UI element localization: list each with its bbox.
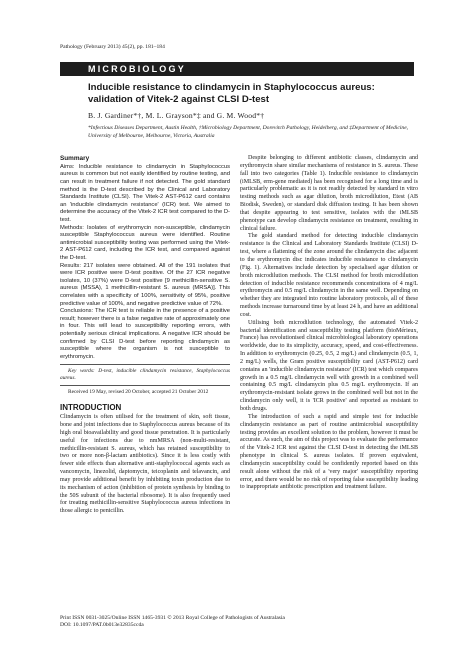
right-column	[240, 155, 418, 492]
divider	[60, 385, 230, 386]
summary-block	[60, 155, 230, 361]
summary-methods: Methods: Isolates of erythromycin non-susceptible, clindamycin susceptible Staphylococcus aureus were identified. Routine antimicrobial susceptibility testing was performed using the Vitek-2 AST-P612 card, including the ICR test, and compared against the D-test.	[60, 224, 230, 261]
article-title	[88, 82, 418, 106]
body-paragraph-4: The introduction of such a rapid and simple test for inducible clindamycin resistance as part of routine antimicrobial susceptibility testing provides an excellent solution to the problem, however it must be accurate. As such, the aim of this project was to evaluate the performance of the Vitek-2 ICR test against the CLSI D-test in detecting the iMLSB phenotype in clinical S. aureus isolates. If proven equivalent, clindamycin susceptibility could be confidently reported based on this result alone without the risk of a 'very major' susceptibility reporting error, and there would be no risk of reporting false susceptibility leading to inappropriate antibiotic prescription and treatment failure.	[240, 413, 418, 491]
body-paragraph-3: Utilising both microdilution technology, the automated Vitek-2 bacterial identification and susceptibility testing platform (bioMérieux, France) has revolutionised clinical microbiological laboratory operations worldwide, due to its simplicity, accuracy, speed, and cost-effectiveness. In addition to erythromycin (0.25, 0.5, 2 mg/L) and clindamycin (0.5, 1, 2 mg/L) wells, the Gram positive susceptibility card (AST-P612) card contains an 'inducible clindamycin resistance' (ICR) test which compares growth in a 0.5 mg/L clindamycin well with growth in a combined well containing 0.5 mg/L clindamycin plus 0.5 mg/L erythromycin. If an erythromycin-resistant isolate grows in the combined well but not in the clindamycin only well, it is 'ICR positive' and reported as resistant to both drugs.	[240, 319, 418, 412]
journal-citation: Pathology (February 2013) 45(2), pp. 181–184	[60, 44, 165, 50]
received-dates: Received 19 May, revised 20 October, accepted 21 October 2012	[68, 389, 209, 396]
intro-paragraph-1: Clindamycin is often utilised for the treatment of skin, soft tissue, bone and joint infections due to Staphylococcus aureus because of its high oral bioavailability and good tissue penetration. It is particularly useful for infections due to nmMRSA (non-multi-resistant, methicillin-resistant S. aureus, which has retained susceptibility to two or more non-β-lactam antibiotics). Since it is less costly with fewer side effects than alternative anti-staphylococcal agents such as vancomycin, linezolid, daptomycin, teicoplanin and telavancin, and may provide additional benefit by inhibiting toxin production due to its mechanism of action (inhibition of protein synthesis by binding to the 50S subunit of the bacterial ribosome). It is also frequently used for treating methicillin-sensitive Staphylococcus aureus infections in those allergic to penicillin.	[60, 414, 230, 515]
authors: B. J. Gardiner*†, M. L. Grayson*‡ and G. M. Wood*†	[88, 111, 265, 120]
affiliations: *Infectious Diseases Department, Austin Health, †Microbiology Department, Dorevitch Pathology, Heidelberg, and ‡Department of Medicine, University of Melbourne, Melbourne, Victoria, Australia	[88, 125, 409, 139]
summary-results: Results: 217 isolates were obtained. All of the 191 isolates that were ICR positive were D-test positive. Of the 27 ICR negative isolates, 10 (37%) were D-test positive [9 methicillin-sensitive S. aureus (MSSA), 1 methicillin-resistant S. aureus (MRSA)]. This correlates with a specificity of 100%, sensitivity of 95%, positive predictive value of 100%, and negative predictive value of 72%.	[60, 262, 230, 307]
body-paragraph-1: Despite belonging to different antibiotic classes, clindamycin and erythromycin share similar mechanisms of resistance in S. aureus. These fall into two categories (Table 1). Inducible resistance to clindamycin (iMLSB, erm-gene mediated) has been recognised for a long time and is particularly problematic as it is not readily detected by standard in vitro testing methods such as agar dilution, broth microdilution, Etest (AB Biodisk, Sweden), or standard disk diffusion testing. It has been shown that despite appearing to test sensitive, isolates with the iMLSB phenotype can develop clindamycin resistance on treatment, resulting in clinical failure.	[240, 155, 418, 232]
summary-aims: Aims: Inducible resistance to clindamycin in Staphylococcus aureus is common but not easily identified by routine testing, and can result in treatment failure if not detected. The gold standard method is the D-test described by the Clinical and Laboratory Standards Institute (CLSI). The Vitek-2 AST-P612 card contains an 'inducible clindamycin resistance' (ICR) test. We aimed to determine the accuracy of the Vitek-2 ICR test compared to the D-test.	[60, 163, 230, 223]
issn-line: Print ISSN 0031-3025/Online ISSN 1465-3931 © 2013 Royal College of Pathologists of Australasia	[60, 615, 285, 621]
left-column	[60, 155, 230, 516]
summary-heading: Summary	[60, 155, 90, 162]
page-footer	[60, 615, 285, 630]
divider	[60, 364, 230, 365]
summary-conclusions: Conclusions: The ICR test is reliable in the presence of a positive result; however there is a false negative rate of approximately one in four. This will lead to susceptibility reporting errors, with potentially serious clinical implications. A negative ICR should be confirmed by CLSI D-test before reporting clindamycin as susceptible where the organism is not susceptible to erythromycin.	[60, 308, 230, 360]
body-paragraph-2: The gold standard method for detecting inducible clindamycin resistance is the Clinical and Laboratory Standards Institute (CLSI) D-test, where a flattening of the zone around the clindamycin disc adjacent to the erythromycin disc indicates inducible resistance to clindamycin (Fig. 1). Alternatives include detection by specialised agar dilution or broth microdilution methods. The CLSI method for broth microdilution detection of inducible resistance recommends concentrations of 4 mg/L erythromycin and 0.5 mg/L clindamycin in the same well. Depending on whether they are integrated into routine laboratory protocols, all of these methods increase turnaround time by at least 24 h, and have an additional cost.	[240, 233, 418, 318]
section-banner: MICROBIOLOGY	[60, 62, 414, 76]
title-line-1: Inducible resistance to clindamycin in Staphylococcus aureus:	[88, 82, 375, 93]
doi-line: DOI: 10.1097/PAT.0b013e32835ccda	[60, 622, 144, 629]
title-line-2: validation of Vitek-2 against CLSI D-test	[88, 94, 270, 105]
keywords: Key words: D-test, inducible clindamycin resistance, Staphylococcus aureus.	[60, 368, 230, 382]
introduction-heading: INTRODUCTION	[60, 403, 122, 413]
